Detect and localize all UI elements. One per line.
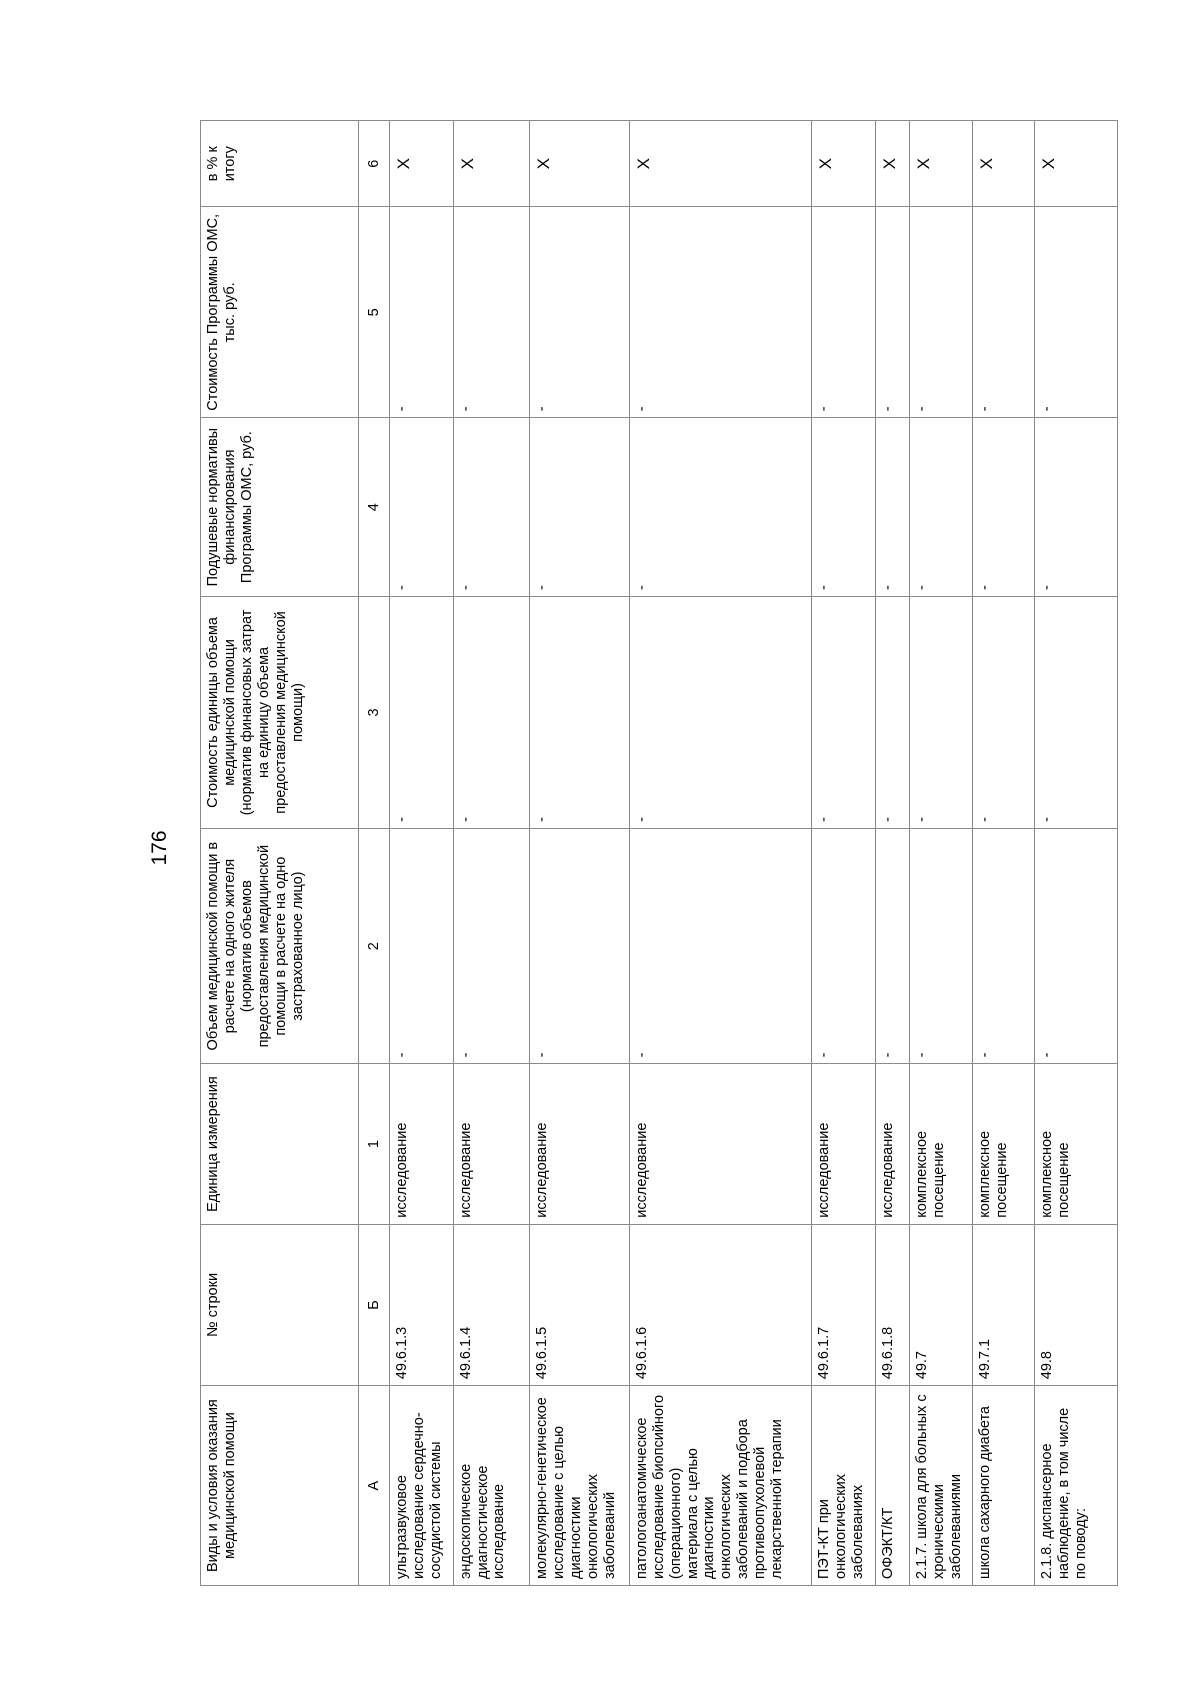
table-row [875, 121, 909, 1586]
program-cost-cell: - [973, 207, 1035, 418]
per-capita-cell: - [390, 418, 454, 597]
index-cell: Б [359, 1224, 390, 1386]
page-number: 176 [148, 830, 171, 866]
index-cell: А [359, 1386, 390, 1586]
header-program-cost: Стоимость Программы ОМС, тыс. руб. [201, 207, 359, 418]
column-index-row [359, 121, 390, 1586]
table-row [629, 121, 812, 1586]
percent-cell: X [530, 121, 630, 207]
care-type-cell: эндоскопическое диагностическое исследование [453, 1386, 529, 1586]
header-care-type: Виды и условия оказания медицинской помощи [201, 1386, 359, 1586]
table-row [1035, 121, 1118, 1586]
program-cost-cell: - [453, 207, 529, 418]
volume-cell: - [812, 828, 876, 1064]
program-cost-cell: - [909, 207, 973, 418]
unit-cost-cell: - [812, 597, 876, 829]
percent-cell: X [875, 121, 909, 207]
line-number-cell: 49.6.1.5 [530, 1224, 630, 1386]
percent-cell: X [1035, 121, 1118, 207]
per-capita-cell: - [453, 418, 529, 597]
line-number-cell: 49.6.1.7 [812, 1224, 876, 1386]
header-unit: Единица измерения [201, 1064, 359, 1224]
care-type-cell: ПЭТ-КТ при онкологических заболеваниях [812, 1386, 876, 1586]
index-cell: 1 [359, 1064, 390, 1224]
unit-cell: комплексное посещение [909, 1064, 973, 1224]
percent-cell: X [390, 121, 454, 207]
care-type-cell: 2.1.7. школа для больных с хроническими заболеваниями [909, 1386, 973, 1586]
table-row [390, 121, 454, 1586]
care-type-cell: патологоанатомическое исследование биопсийного (операционного) материала с целью диагностики онкологических заболеваний и подбора противоопухолевой лекарственной терапии [629, 1386, 812, 1586]
unit-cell: комплексное посещение [1035, 1064, 1118, 1224]
percent-cell: X [973, 121, 1035, 207]
per-capita-cell: - [909, 418, 973, 597]
table-row [453, 121, 529, 1586]
per-capita-cell: - [1035, 418, 1118, 597]
per-capita-cell: - [530, 418, 630, 597]
program-cost-cell: - [1035, 207, 1118, 418]
unit-cell: исследование [629, 1064, 812, 1224]
line-number-cell: 49.6.1.6 [629, 1224, 812, 1386]
volume-cell: - [875, 828, 909, 1064]
index-cell: 2 [359, 828, 390, 1064]
line-number-cell: 49.7.1 [973, 1224, 1035, 1386]
per-capita-cell: - [812, 418, 876, 597]
unit-cost-cell: - [390, 597, 454, 829]
unit-cell: исследование [530, 1064, 630, 1224]
rotated-table-container [200, 120, 1118, 1586]
percent-cell: X [812, 121, 876, 207]
table-row [812, 121, 876, 1586]
care-type-cell: ультразвуковое исследование сердечно-сосудистой системы [390, 1386, 454, 1586]
unit-cost-cell: - [1035, 597, 1118, 829]
unit-cell: исследование [390, 1064, 454, 1224]
program-cost-cell: - [629, 207, 812, 418]
volume-cell: - [629, 828, 812, 1064]
header-row [201, 121, 359, 1586]
program-cost-cell: - [530, 207, 630, 418]
line-number-cell: 49.7 [909, 1224, 973, 1386]
table-row [530, 121, 630, 1586]
program-cost-cell: - [812, 207, 876, 418]
unit-cost-cell: - [629, 597, 812, 829]
volume-cell: - [1035, 828, 1118, 1064]
table-row [909, 121, 973, 1586]
header-unit-cost: Стоимость единицы объема медицинской помощи (норматив финансовых затрат на единицу объема предоставления медицинской помощи) [201, 597, 359, 829]
header-line-number: № строки [201, 1224, 359, 1386]
per-capita-cell: - [629, 418, 812, 597]
unit-cell: исследование [812, 1064, 876, 1224]
percent-cell: X [909, 121, 973, 207]
index-cell: 4 [359, 418, 390, 597]
unit-cost-cell: - [875, 597, 909, 829]
index-cell: 5 [359, 207, 390, 418]
program-cost-cell: - [875, 207, 909, 418]
care-type-cell: 2.1.8. диспансерное наблюдение, в том числе по поводу: [1035, 1386, 1118, 1586]
unit-cost-cell: - [530, 597, 630, 829]
unit-cost-cell: - [973, 597, 1035, 829]
medical-care-table [200, 120, 1118, 1586]
unit-cell: комплексное посещение [973, 1064, 1035, 1224]
volume-cell: - [909, 828, 973, 1064]
per-capita-cell: - [875, 418, 909, 597]
volume-cell: - [530, 828, 630, 1064]
line-number-cell: 49.6.1.3 [390, 1224, 454, 1386]
care-type-cell: ОФЭКТ/КТ [875, 1386, 909, 1586]
per-capita-cell: - [973, 418, 1035, 597]
header-per-capita: Подушевые нормативы финансирования Программы ОМС, руб. [201, 418, 359, 597]
unit-cell: исследование [875, 1064, 909, 1224]
line-number-cell: 49.8 [1035, 1224, 1118, 1386]
percent-cell: X [629, 121, 812, 207]
care-type-cell: школа сахарного диабета [973, 1386, 1035, 1586]
line-number-cell: 49.6.1.8 [875, 1224, 909, 1386]
volume-cell: - [453, 828, 529, 1064]
percent-cell: X [453, 121, 529, 207]
index-cell: 6 [359, 121, 390, 207]
line-number-cell: 49.6.1.4 [453, 1224, 529, 1386]
care-type-cell: молекулярно-генетическое исследование с целью диагностики онкологических заболеваний [530, 1386, 630, 1586]
unit-cost-cell: - [909, 597, 973, 829]
unit-cost-cell: - [453, 597, 529, 829]
unit-cell: исследование [453, 1064, 529, 1224]
header-percent: в % к итогу [201, 121, 359, 207]
volume-cell: - [973, 828, 1035, 1064]
volume-cell: - [390, 828, 454, 1064]
table-row [973, 121, 1035, 1586]
index-cell: 3 [359, 597, 390, 829]
header-volume: Объем медицинской помощи в расчете на одного жителя (норматив объемов предоставления медицинской помощи в расчете на одно застрахованное лицо) [201, 828, 359, 1064]
program-cost-cell: - [390, 207, 454, 418]
